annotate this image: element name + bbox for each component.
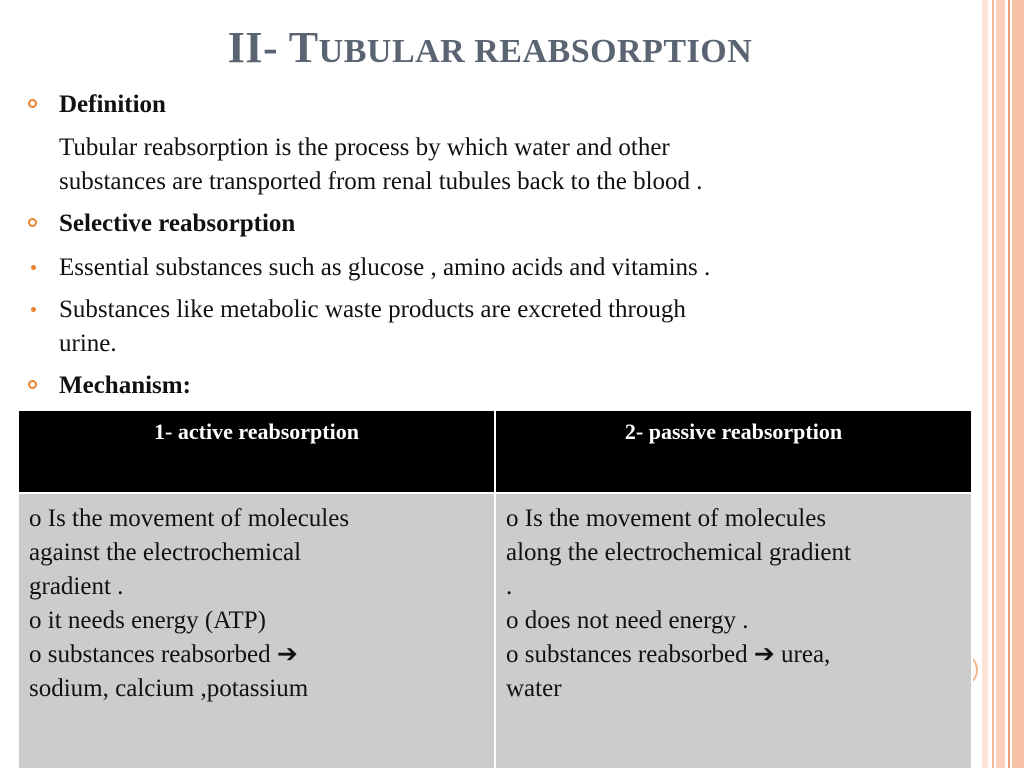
title-rest: UBULAR REABSORPTION [318,33,753,70]
title-prefix: II- T [227,23,319,72]
selective-item-2-line-1: Substances like metabolic waste products are excreted through [59,296,686,323]
active-line-3: gradient . [29,573,124,600]
passive-line-5: o substances reabsorbed ➔ urea, [506,641,831,668]
header-active: 1- active reabsorption [18,410,495,493]
table-row [18,493,972,768]
definition-heading: Definition [59,91,166,118]
definition-line-1: Tubular reabsorption is the process by which water and other [59,134,670,161]
passive-line-3: . [506,573,513,600]
passive-line-1: o Is the movement of molecules [506,505,827,532]
active-line-6: sodium, calcium ,potassium [29,675,309,702]
circle-bullet-icon [28,380,37,389]
selective-item-2-line-2: urine. [59,330,117,357]
active-line-4: o it needs energy (ATP) [29,607,266,634]
definition-line-2: substances are transported from renal tubules back to the blood . [59,168,703,195]
decorative-stripes [978,0,1024,768]
page-title [0,22,980,73]
active-line-1: o Is the movement of molecules [29,505,350,532]
circle-bullet-icon [28,218,37,227]
passive-line-4: o does not need energy . [506,607,749,634]
mechanism-table [17,409,973,768]
dot-bullet-icon [31,265,36,270]
table-header-row [18,410,972,493]
selective-item-1-text: Essential substances such as glucose , amino acids and vitamins . [59,254,711,281]
active-line-5: o substances reabsorbed ➔ [29,641,298,668]
header-passive: 2- passive reabsorption [495,410,972,493]
selective-heading: Selective reabsorption [59,210,296,237]
dot-bullet-icon [31,307,36,312]
mechanism-heading: Mechanism: [59,372,191,399]
passive-line-6: water [506,675,562,702]
passive-cell [495,493,972,768]
active-line-2: against the electrochemical [29,539,302,566]
circle-bullet-icon [28,99,37,108]
active-cell [18,493,495,768]
passive-line-2: along the electrochemical gradient [506,539,851,566]
